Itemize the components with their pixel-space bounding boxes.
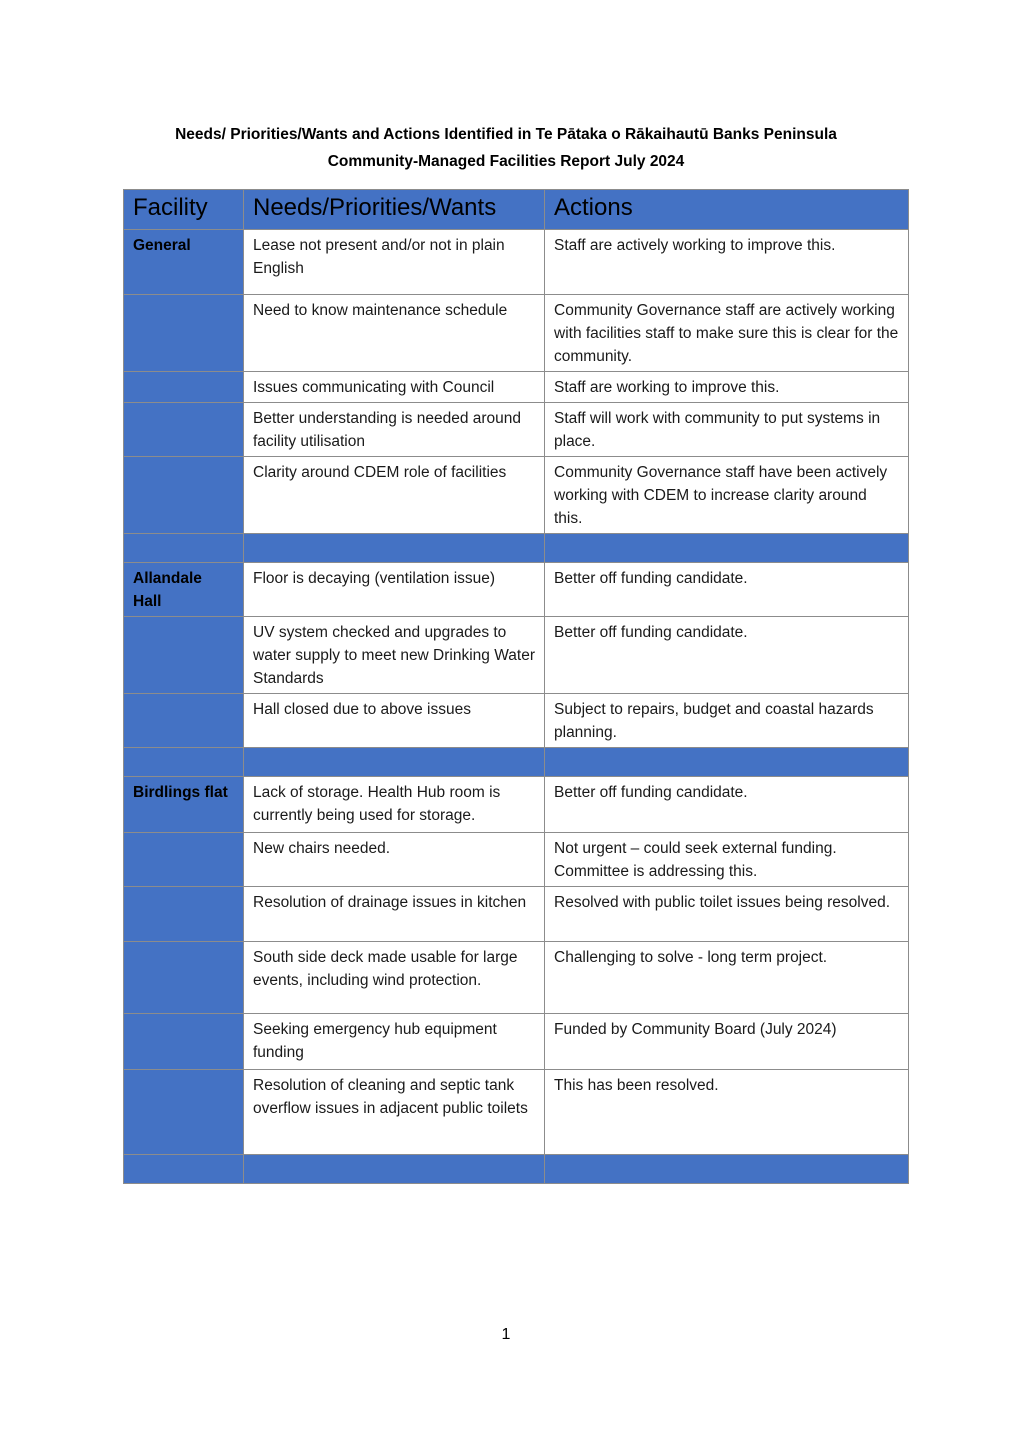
facility-cell <box>124 833 244 887</box>
facility-cell <box>124 295 244 372</box>
title-line-1: Needs/ Priorities/Wants and Actions Identified in Te Pātaka o Rākaihautū Banks Peninsula <box>175 126 837 143</box>
action-cell: Staff will work with community to put systems in place. <box>545 403 909 457</box>
action-cell: Community Governance staff have been actively working with CDEM to increase clarity around this. <box>545 457 909 534</box>
spacer-cell <box>244 1155 545 1184</box>
action-cell: This has been resolved. <box>545 1070 909 1155</box>
action-cell: Challenging to solve - long term project. <box>545 942 909 1014</box>
need-cell: UV system checked and upgrades to water supply to meet new Drinking Water Standards <box>244 617 545 694</box>
table-row <box>124 833 909 887</box>
table-row <box>124 372 909 403</box>
table-header-row <box>124 190 909 230</box>
spacer-cell <box>124 748 244 777</box>
facility-cell: Birdlings flat <box>124 777 244 833</box>
spacer-cell <box>244 534 545 563</box>
table-row <box>124 887 909 942</box>
need-cell: Resolution of cleaning and septic tank overflow issues in adjacent public toilets <box>244 1070 545 1155</box>
need-cell: Issues communicating with Council <box>244 372 545 403</box>
need-cell: Lease not present and/or not in plain English <box>244 230 545 295</box>
table-row <box>124 1070 909 1155</box>
facility-cell <box>124 942 244 1014</box>
need-cell: Floor is decaying (ventilation issue) <box>244 563 545 617</box>
action-cell: Better off funding candidate. <box>545 617 909 694</box>
facility-cell <box>124 1014 244 1070</box>
facility-cell: General <box>124 230 244 295</box>
header-actions: Actions <box>545 190 909 230</box>
facility-cell <box>124 1070 244 1155</box>
facility-cell <box>124 372 244 403</box>
section-spacer-row <box>124 534 909 563</box>
section-spacer-row <box>124 748 909 777</box>
page-number: 1 <box>501 1326 511 1343</box>
facility-cell <box>124 457 244 534</box>
table-row <box>124 457 909 534</box>
spacer-cell <box>545 748 909 777</box>
table-row <box>124 694 909 748</box>
facility-cell <box>124 694 244 748</box>
section-spacer-row <box>124 1155 909 1184</box>
spacer-cell <box>124 534 244 563</box>
need-cell: Hall closed due to above issues <box>244 694 545 748</box>
facilities-table <box>123 189 909 1184</box>
table-row <box>124 563 909 617</box>
need-cell: Need to know maintenance schedule <box>244 295 545 372</box>
spacer-cell <box>545 1155 909 1184</box>
need-cell: South side deck made usable for large events, including wind protection. <box>244 942 545 1014</box>
action-cell: Not urgent – could seek external funding. Committee is addressing this. <box>545 833 909 887</box>
action-cell: Funded by Community Board (July 2024) <box>545 1014 909 1070</box>
facility-cell: Allandale Hall <box>124 563 244 617</box>
action-cell: Better off funding candidate. <box>545 563 909 617</box>
action-cell: Staff are actively working to improve this. <box>545 230 909 295</box>
table-row <box>124 295 909 372</box>
document-title <box>100 121 912 175</box>
need-cell: Better understanding is needed around facility utilisation <box>244 403 545 457</box>
spacer-cell <box>244 748 545 777</box>
spacer-cell <box>545 534 909 563</box>
action-cell: Better off funding candidate. <box>545 777 909 833</box>
facility-cell <box>124 887 244 942</box>
action-cell: Resolved with public toilet issues being resolved. <box>545 887 909 942</box>
header-needs: Needs/Priorities/Wants <box>244 190 545 230</box>
header-facility: Facility <box>124 190 244 230</box>
need-cell: New chairs needed. <box>244 833 545 887</box>
table-row <box>124 617 909 694</box>
need-cell: Lack of storage. Health Hub room is currently being used for storage. <box>244 777 545 833</box>
table-row <box>124 230 909 295</box>
action-cell: Subject to repairs, budget and coastal hazards planning. <box>545 694 909 748</box>
title-line-2: Community-Managed Facilities Report July 2024 <box>327 153 685 170</box>
spacer-cell <box>124 1155 244 1184</box>
action-cell: Staff are working to improve this. <box>545 372 909 403</box>
need-cell: Seeking emergency hub equipment funding <box>244 1014 545 1070</box>
table-row <box>124 1014 909 1070</box>
table-row <box>124 403 909 457</box>
need-cell: Clarity around CDEM role of facilities <box>244 457 545 534</box>
need-cell: Resolution of drainage issues in kitchen <box>244 887 545 942</box>
table-row <box>124 777 909 833</box>
action-cell: Community Governance staff are actively working with facilities staff to make sure this is clear for the community. <box>545 295 909 372</box>
table-row <box>124 942 909 1014</box>
facility-cell <box>124 617 244 694</box>
facility-cell <box>124 403 244 457</box>
